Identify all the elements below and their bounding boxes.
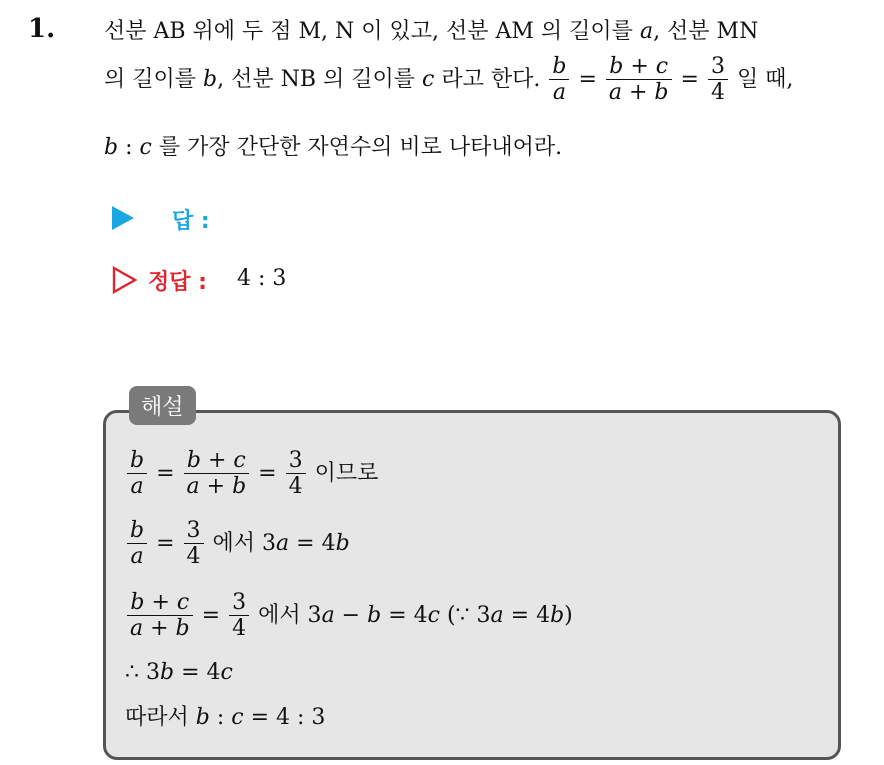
solution-label: 해설: [129, 386, 196, 425]
fraction-3-over-4: [184, 518, 204, 570]
frac-denominator: a + b: [606, 79, 672, 105]
equals-4: = 4: [381, 602, 428, 628]
var-b: b: [104, 135, 119, 160]
var-b: b: [335, 530, 350, 556]
close-paren: ): [564, 602, 573, 628]
equals-4: = 4: [503, 602, 551, 628]
frac-numerator: b + c: [130, 590, 190, 615]
equals-sign: =: [201, 602, 221, 628]
answer-label: 답 :: [172, 209, 210, 234]
solution-line-2: [125, 518, 350, 570]
fraction-3-over-4: [229, 590, 249, 642]
fraction-b-over-a: [549, 54, 569, 106]
frac-numerator: b + c: [609, 54, 669, 79]
problem-text-1-tail: , 선분 MN: [653, 19, 759, 44]
correct-answer-value: 4 : 3: [237, 266, 287, 291]
frac-numerator: 3: [232, 590, 247, 615]
var-c: c: [422, 66, 435, 92]
minus-sign: −: [334, 602, 368, 628]
solution-text-2: 에서 3: [212, 530, 277, 556]
correct-answer-label: 정답 :: [148, 270, 207, 295]
ratio-colon: :: [209, 705, 232, 730]
therefore-3: ∴ 3: [125, 660, 160, 685]
answer-triangle-icon: [112, 206, 134, 230]
frac-denominator: 4: [184, 543, 204, 569]
problem-text-2a: 의 길이를: [104, 66, 197, 92]
var-b: b: [195, 705, 210, 730]
var-c: c: [220, 660, 233, 685]
solution-line-1: [125, 448, 378, 500]
equals-sign: =: [680, 66, 699, 92]
problem-line-3: [104, 130, 562, 161]
ratio-result: = 4 : 3: [243, 705, 326, 730]
equals-sign: =: [156, 530, 175, 556]
frac-denominator: 4: [229, 615, 249, 641]
equals-sign: =: [156, 460, 175, 486]
problem-text-2c: 라고 한다.: [441, 66, 541, 92]
var-b: b: [160, 660, 175, 685]
frac-numerator: 3: [710, 54, 725, 79]
ratio-colon: :: [125, 135, 133, 160]
correct-answer-triangle-icon: [112, 266, 138, 294]
fraction-b-over-a: [127, 448, 147, 500]
frac-denominator: 4: [286, 473, 306, 499]
var-a: a: [321, 602, 335, 628]
frac-denominator: a + b: [184, 473, 250, 499]
fraction-b-over-a: [127, 518, 147, 570]
fraction-bc-over-ab: [184, 448, 250, 500]
frac-numerator: 3: [186, 518, 201, 543]
problem-line-1: [104, 14, 758, 45]
frac-denominator: a: [127, 473, 147, 499]
solution-text-1: 이므로: [314, 460, 379, 486]
equals-4: = 4: [174, 660, 221, 685]
solution-text-3: 에서 3: [258, 602, 322, 628]
problem-text-3: 를 가장 간단한 자연수의 비로 나타내어라.: [158, 135, 563, 160]
frac-numerator: b: [130, 518, 145, 543]
var-a: a: [639, 19, 654, 44]
fraction-3-over-4: [708, 54, 728, 106]
fraction-bc-over-ab: [606, 54, 672, 106]
var-a: a: [490, 602, 504, 628]
problem-line-2: [104, 54, 793, 106]
var-a: a: [276, 530, 290, 556]
equals-sign: =: [258, 460, 277, 486]
var-c: c: [427, 602, 440, 628]
equals-sign: =: [578, 66, 597, 92]
because-paren: (∵ 3: [439, 602, 491, 628]
frac-denominator: a + b: [127, 615, 193, 641]
var-b: b: [550, 602, 565, 628]
equals-4: = 4: [289, 530, 336, 556]
var-b: b: [203, 66, 218, 92]
frac-numerator: b: [552, 54, 567, 79]
solution-line-3: [125, 590, 573, 642]
solution-text-5: 따라서: [125, 705, 189, 730]
frac-denominator: 4: [708, 79, 728, 105]
frac-numerator: b: [130, 448, 145, 473]
var-c: c: [139, 135, 152, 160]
fraction-3-over-4: [286, 448, 306, 500]
problem-number: 1.: [28, 14, 56, 44]
problem-text-1: 선분 AB 위에 두 점 M, N 이 있고, 선분 AM 의 길이를: [104, 19, 633, 44]
var-b: b: [367, 602, 382, 628]
problem-text-2-end: 일 때,: [736, 66, 794, 92]
frac-numerator: b + c: [186, 448, 246, 473]
solution-line-4: [125, 660, 233, 685]
frac-numerator: 3: [288, 448, 303, 473]
problem-text-2b: , 선분 NB 의 길이를: [217, 66, 416, 92]
solution-line-5: [125, 700, 325, 731]
var-c: c: [231, 705, 244, 730]
frac-denominator: a: [549, 79, 569, 105]
frac-denominator: a: [127, 543, 147, 569]
fraction-bc-over-ab: [127, 590, 193, 642]
